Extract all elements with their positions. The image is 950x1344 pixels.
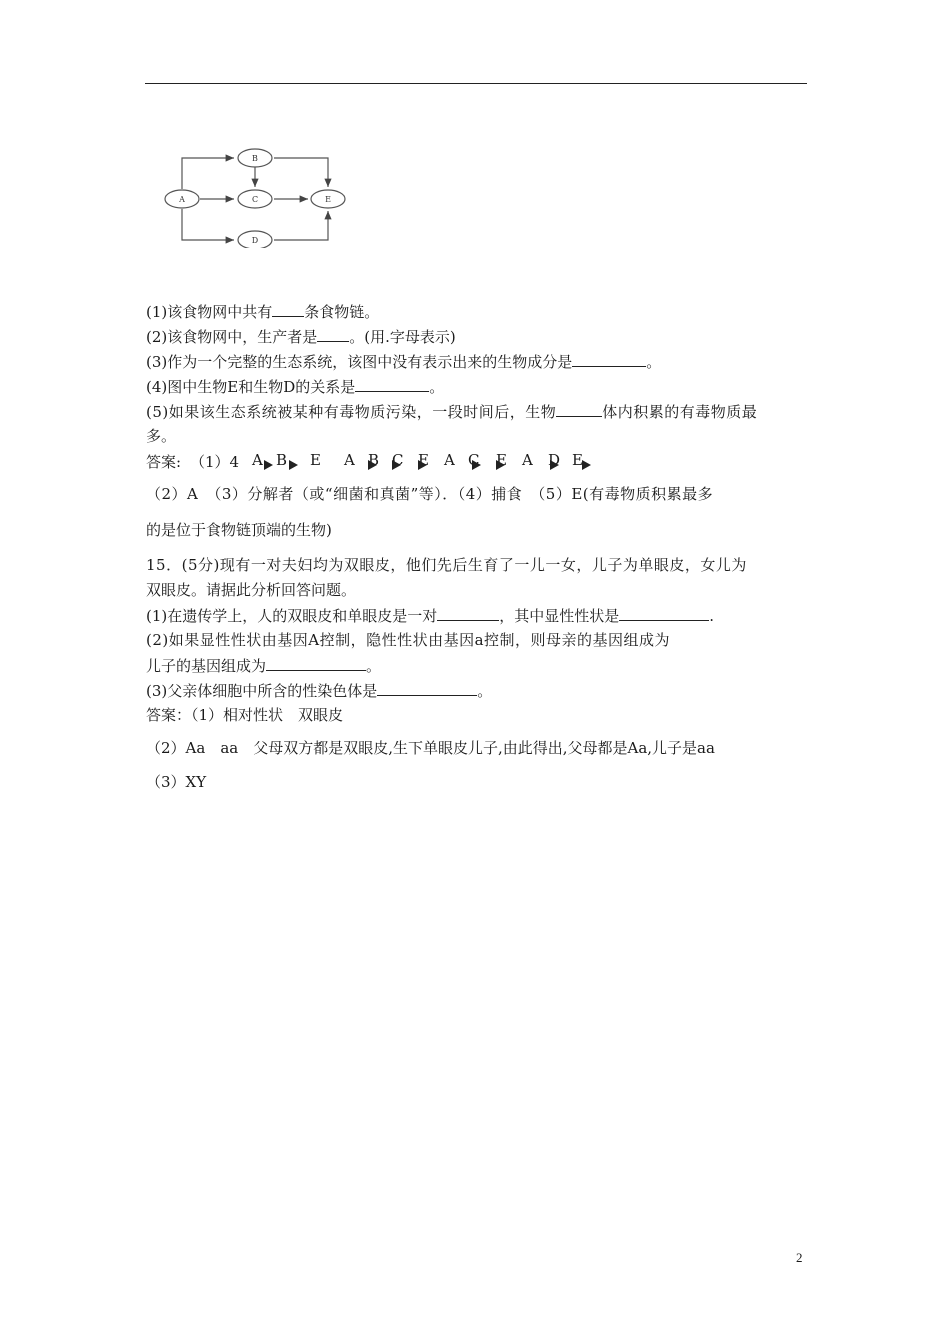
q15-answer-2: （2）Aa aa 父母双方都是双眼皮,生下单眼皮儿子,由此得出,父母都是Aa,儿子是aa [146, 739, 715, 757]
answer-blank[interactable] [556, 401, 602, 417]
node-a-label: A [179, 195, 185, 204]
arrow-icon [289, 460, 298, 470]
q14-part5: (5)如果该生态系统被某种有毒物质污染，一段时间后，生物 体内积累的有毒物质最 [146, 403, 758, 421]
q15-answer-3: （3）XY [146, 773, 207, 791]
node-e-label: E [325, 195, 331, 204]
q14-answer-rest: （2）A （3）分解者（或“细菌和真菌”等）．（4）捕食 （5）E(有毒物质积累最多 [146, 485, 714, 503]
arrow-icon [472, 460, 481, 470]
q14-answer-rest-cont: 的是位于食物链顶端的生物) [146, 521, 332, 539]
q15-part2-cont: 儿子的基因组成为 。 [146, 657, 382, 675]
q15-part3: (3)父亲体细胞中所含的性染色体是 。 [146, 682, 493, 700]
answer-blank[interactable] [272, 301, 304, 317]
arrow-icon [368, 460, 377, 470]
header-rule [145, 83, 807, 84]
answer-count: （1）4 [190, 453, 240, 471]
page-number: 2 [796, 1250, 803, 1265]
node-c-label: C [251, 195, 259, 204]
answer-blank[interactable] [377, 680, 477, 696]
answer-blank[interactable] [572, 351, 646, 367]
q15-title-cont: 双眼皮。请据此分析回答问题。 [146, 581, 357, 599]
node-d-label: D [251, 236, 259, 245]
food-web-diagram [160, 148, 360, 248]
answer-blank[interactable] [619, 605, 709, 621]
q15-title: 15．(5分)现有一对夫妇均为双眼皮，他们先后生育了一儿一女，儿子为单眼皮，女儿为 [146, 556, 747, 574]
arrow-icon [418, 460, 427, 470]
answer-blank[interactable] [317, 326, 349, 342]
q14-part4: (4)图中生物E和生物D的关系是 。 [146, 378, 445, 396]
answer-blank[interactable] [355, 376, 429, 392]
answer-label: 答案: [146, 453, 182, 471]
arrow-icon [392, 460, 401, 470]
q14-part1: (1)该食物网中共有 条食物链。 [146, 303, 380, 321]
answer-blank[interactable] [266, 655, 366, 671]
q14-answer-chains: 答案: （1）4 A B E A B C E A C E A D E [146, 451, 606, 475]
q14-part5-cont: 多。 [146, 427, 177, 445]
arrow-icon [496, 460, 505, 470]
arrow-icon [550, 460, 559, 470]
arrow-icon [582, 460, 591, 470]
node-b-label: B [252, 154, 258, 163]
q14-part2: (2)该食物网中，生产者是 。(用.字母表示) [146, 328, 456, 346]
q15-part1: (1)在遗传学上，人的双眼皮和单眼皮是一对 ，其中显性性状是 . [146, 607, 715, 625]
arrow-icon [264, 460, 273, 470]
q14-part3: (3)作为一个完整的生态系统，该图中没有表示出来的生物成分是 。 [146, 353, 662, 371]
q15-answer-1: 答案：（1）相对性状 双眼皮 [146, 706, 344, 724]
q15-part2: (2)如果显性性状由基因A控制，隐性性状由基因a控制，则母亲的基因组成为 [146, 631, 671, 649]
answer-blank[interactable] [437, 605, 499, 621]
